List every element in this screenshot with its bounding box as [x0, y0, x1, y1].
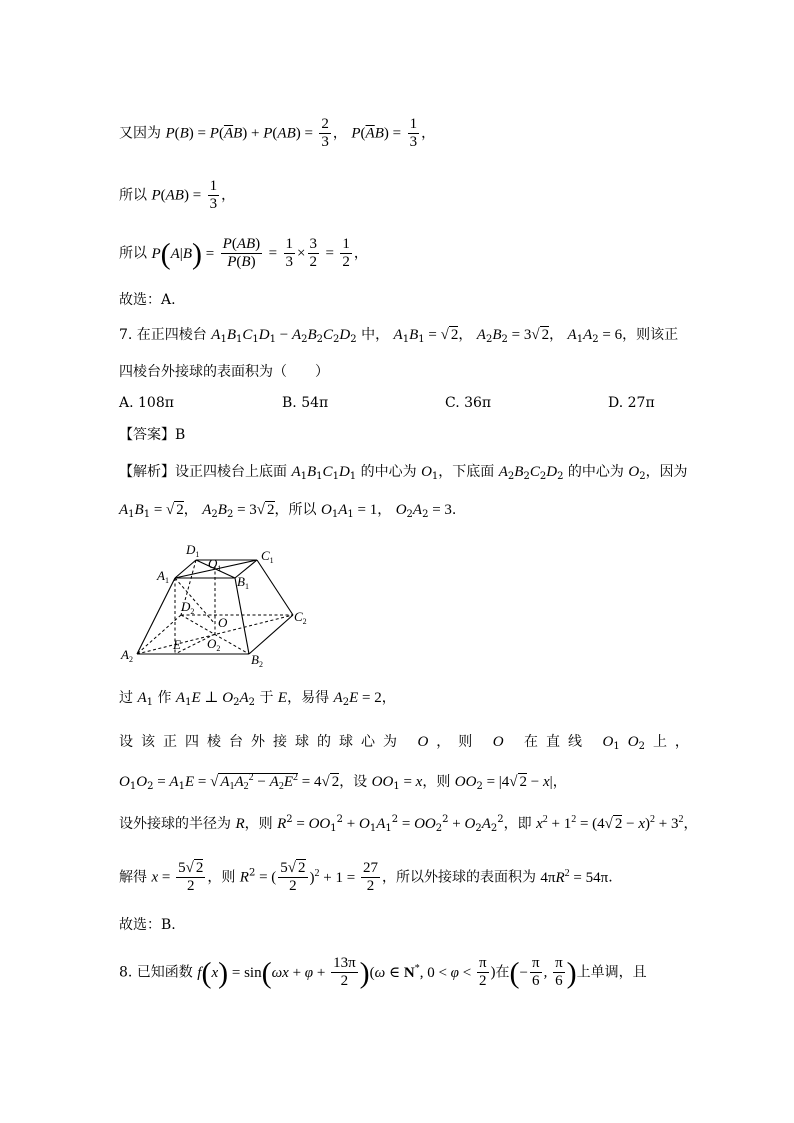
q7-stem-line2: 四棱台外接球的表面积为（ ）	[119, 364, 329, 380]
q8-number: 8.	[119, 964, 133, 981]
q7-analysis-line7: 解得 x = $\frac{5√ 2}{2}$ ，则 $R^2$ = ( $\frac{5√ 2}{2}$ )$^2$ + 1 = $\frac{27}{2}$ ，所以外接球的表面积为 $4\pi R^2 = 54\pi$.	[119, 860, 613, 894]
q8-stem-line1: 8. 已知函数 f(x) = sin(ωx + φ + $\frac{13\pi}{2}$ )(ω ∈ N*, 0 < φ < $\frac{\pi}{2}$ )在(− $\frac{\pi}{6}$ , $\frac{\pi}{6}$ )上单调，且	[119, 955, 647, 990]
conclusion-a: 故选：A.	[119, 292, 176, 308]
label-d2: $D_2$	[181, 599, 195, 616]
analysis-label: 【解析】	[119, 464, 175, 480]
label-o1: $O_1$	[208, 556, 222, 573]
q7-answer: 【答案】B	[119, 427, 186, 443]
label-e-letter: E	[173, 637, 181, 652]
q7-analysis-line2: $A_1B_1$ = √ 2， $A_2B_2 = 3√$ 2，所以 $O_1A_1 = 1$， $O_2A_2 = 3$.	[119, 502, 457, 520]
conclusion-b: 故选：B.	[119, 917, 176, 933]
label-a2: $A_2$	[121, 647, 133, 664]
label-o1-letter: O	[208, 556, 218, 571]
label-e	[172, 637, 181, 652]
q7-analysis-line3: 过 $A_1$ 作 $A_1E$ ⊥ $O_2A_2$ 于 E，易得 $A_2E = 2$，	[119, 690, 396, 708]
label-o2-letter: O	[207, 636, 217, 651]
label-c2-letter: C	[294, 609, 303, 624]
label-a1-letter: A	[157, 568, 165, 583]
solution-line-pb: 又因为 $P(B) = P(\overline{A}B) + P(AB)$ = $\frac{2}{3}$ ， $P(\overline{A}B)$ = $\frac{1}{3}$ ，	[119, 116, 436, 150]
q7-option-d: D. 27π	[608, 395, 655, 411]
label-d2-letter: D	[181, 599, 191, 614]
label-d1-letter: D	[186, 542, 196, 557]
label-d1: $D_1$	[186, 542, 200, 559]
label-o2: $O_2$	[207, 636, 221, 653]
q7-stem-line1: 7. 在正四棱台 $A_1B_1C_1D_1 - A_2B_2C_2D_2$ 中， $A_1B_1$ = √ 2， $A_2B_2 = 3√$ 2， $A_1A_2 = 6$，则该正	[119, 327, 679, 345]
q7-number: 7.	[119, 327, 133, 343]
label-b1: $B_1$	[237, 574, 249, 591]
label-o-letter: O	[218, 615, 228, 630]
q7-option-c: C. 36π	[445, 395, 492, 411]
q7-option-a: A. 108π	[119, 395, 174, 411]
label-o	[218, 615, 228, 630]
q7-analysis-line5: $O_1O_2 = A_1E$ = √ $A_1A_2^2 - A_2E^2 = 4√$ 2，设 $OO_1 = x$，则 $OO_2 = |4√$ 2 − x|，	[119, 772, 567, 792]
solution-line-conditional: 所以 P(A|B) = $\frac{P(AB)}{P(B)}$ = $\frac{1}{3}$ × $\frac{3}{2}$ = $\frac{1}{2}$ ，	[119, 236, 368, 271]
q7-analysis-line1: 【解析】设正四棱台上底面 $A_1B_1C_1D_1$ 的中心为 $O_1$，下底面 $A_2B_2C_2D_2$ 的中心为 $O_2$，因为	[119, 464, 688, 482]
label-c1-letter: C	[261, 548, 270, 563]
label-a2-letter: A	[121, 647, 129, 662]
label-b2-letter: B	[251, 652, 259, 667]
q7-analysis-line6: 设外接球的半径为 R，则 $R^2 = OO_1^2 + O_1A_1^2 = OO_2^2 + O_2A_2^2$，即 $x^2 + 1^2 = (4√$ $2 - x)^2 + 3^2$，	[119, 814, 698, 834]
label-b2: $B_2$	[251, 652, 263, 669]
label-b1-letter: B	[237, 574, 245, 589]
frustum-diagram	[115, 538, 320, 673]
q7-option-b: B. 54π	[282, 395, 329, 411]
label-c1: $C_1$	[261, 548, 274, 565]
label-a1: $A_1$	[157, 568, 169, 585]
solution-line-pab: 所以 P(AB) = $\frac{1}{3}$ ，	[119, 178, 236, 212]
label-c2: $C_2$	[294, 609, 307, 626]
q7-analysis-line4: 设该正四棱台外接球的球心为 O，则 O 在直线 $O_1O_2$上，	[119, 734, 697, 752]
